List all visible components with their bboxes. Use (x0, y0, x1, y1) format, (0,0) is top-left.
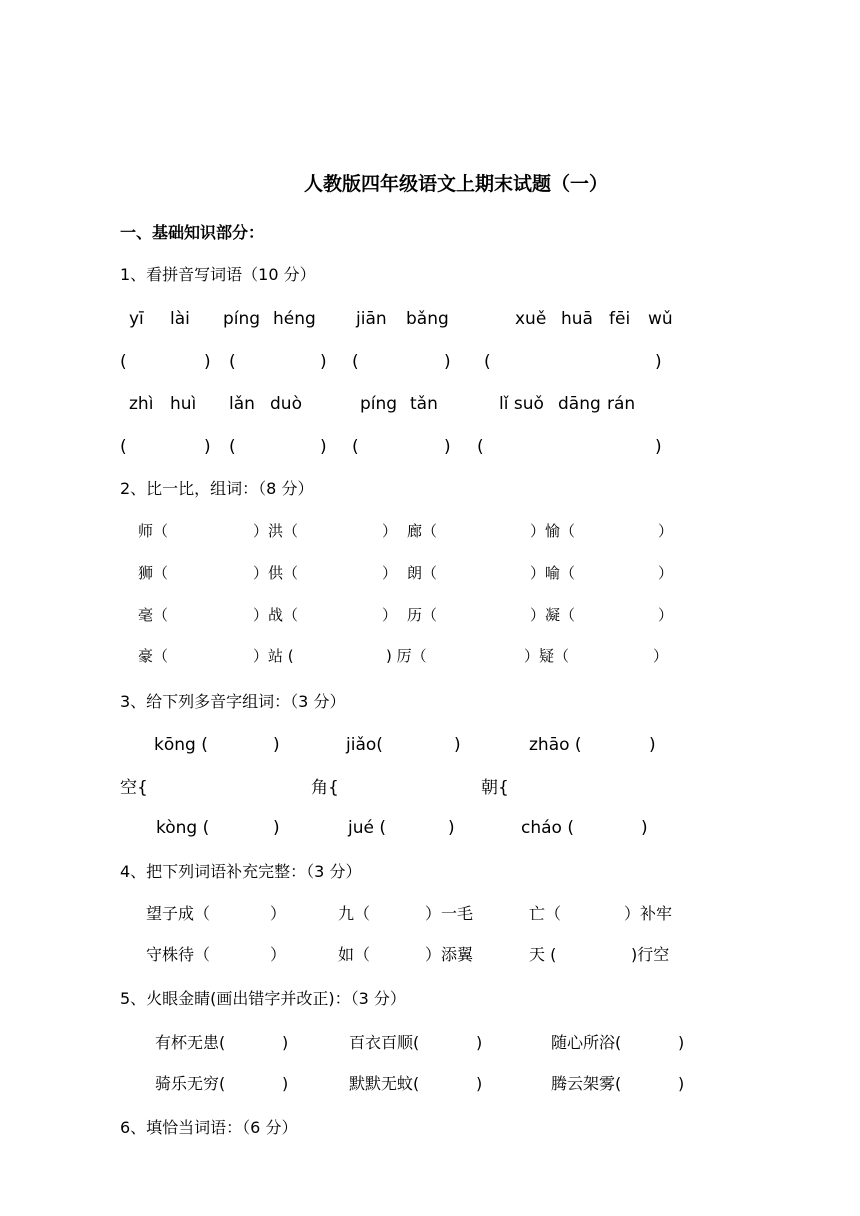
idiom-cell: ） (270, 945, 287, 964)
idiom-cell: ）添翼 (425, 945, 474, 964)
blank-close: ) (204, 437, 211, 457)
polyphone-char: 空{ (120, 778, 148, 798)
word-cell: 历（ (407, 606, 438, 624)
pinyin: héng (273, 309, 316, 329)
blank-close: ) (655, 352, 662, 372)
polyphone-item: ) (641, 818, 648, 838)
question-5-heading: 5、火眼金睛(画出错字并改正)：（3 分） (120, 989, 406, 1008)
blank-open: ( (352, 352, 359, 372)
polyphone-item: ) (454, 735, 461, 755)
word-cell: 师（ (138, 522, 169, 540)
idiom-cell: )行空 (631, 945, 670, 964)
blank-close: ) (320, 437, 327, 457)
idiom-cell: 亡（ (529, 904, 562, 923)
polyphone-char: 角{ (311, 778, 339, 798)
blank-open: ( (477, 437, 484, 457)
question-3-heading: 3、给下列多音字组词：（3 分） (120, 692, 346, 711)
word-cell: ）供（ (253, 564, 299, 582)
word-cell: ） (653, 647, 669, 665)
blank-close: ) (204, 352, 211, 372)
word-cell: ）凝（ (530, 606, 576, 624)
typo-item: ) (476, 1074, 483, 1093)
idiom-cell: 望子成（ (146, 904, 211, 923)
pinyin: fēi (609, 309, 631, 329)
idiom-cell: ）一毛 (425, 904, 474, 923)
polyphone-item: cháo ( (521, 818, 574, 838)
pinyin: wǔ (648, 309, 673, 329)
pinyin: jiān (356, 309, 387, 329)
question-6-heading: 6、填恰当词语：（6 分） (120, 1118, 298, 1137)
polyphone-char: 朝{ (481, 778, 509, 798)
idiom-cell: 守株待（ (146, 945, 211, 964)
typo-item: 有杯无患( (155, 1033, 226, 1052)
word-cell: ） (658, 606, 674, 624)
blank-close: ) (444, 352, 451, 372)
word-cell: ) 厉（ (386, 647, 427, 665)
word-cell: 狮（ (138, 564, 169, 582)
idiom-cell: 九（ (338, 904, 371, 923)
idiom-cell: 天 ( (529, 945, 557, 964)
idiom-cell: ） (270, 904, 287, 923)
question-4-heading: 4、把下列词语补充完整：（3 分） (120, 862, 362, 881)
blank-open: ( (120, 352, 127, 372)
word-cell: 豪（ (138, 647, 169, 665)
pinyin: lài (170, 309, 190, 329)
page-title: 人教版四年级语文上期末试题（一） (304, 173, 609, 195)
word-cell: ）洪（ (253, 522, 299, 540)
typo-item: ) (678, 1033, 685, 1052)
word-cell: 廊（ (407, 522, 438, 540)
polyphone-item: ) (649, 735, 656, 755)
blank-close: ) (320, 352, 327, 372)
word-cell: ）站 ( (253, 647, 294, 665)
blank-open: ( (352, 437, 359, 457)
pinyin: duò (270, 394, 302, 414)
word-cell: ） (382, 606, 398, 624)
polyphone-item: jué ( (348, 818, 386, 838)
polyphone-item: kòng ( (156, 818, 210, 838)
typo-item: ) (282, 1033, 289, 1052)
word-cell: ） (382, 564, 398, 582)
polyphone-item: jiǎo( (346, 735, 383, 755)
typo-item: 腾云架雾( (551, 1074, 622, 1093)
typo-item: 百衣百顺( (349, 1033, 420, 1052)
pinyin: huì (170, 394, 197, 414)
word-cell: ）愉（ (530, 522, 576, 540)
blank-close: ) (444, 437, 451, 457)
polyphone-item: ) (273, 735, 280, 755)
word-cell: 朗（ (407, 564, 438, 582)
typo-item: ) (678, 1074, 685, 1093)
question-1-heading: 1、看拼音写词语（10 分） (120, 265, 316, 284)
pinyin: píng (223, 309, 261, 329)
blank-close: ) (655, 437, 662, 457)
blank-open: ( (484, 352, 491, 372)
pinyin: lǎn (229, 394, 255, 414)
pinyin: tǎn (410, 394, 438, 414)
word-cell: ） (658, 522, 674, 540)
pinyin: dāng (558, 394, 601, 414)
typo-item: ) (282, 1074, 289, 1093)
word-cell: ）疑（ (524, 647, 570, 665)
pinyin: lǐ suǒ (499, 394, 544, 414)
word-cell: ）战（ (253, 606, 299, 624)
pinyin: píng (360, 394, 398, 414)
pinyin: huā (561, 309, 593, 329)
word-cell: 毫（ (138, 606, 169, 624)
typo-item: 默默无蚊( (349, 1074, 420, 1093)
polyphone-item: ) (273, 818, 280, 838)
typo-item: ) (476, 1033, 483, 1052)
word-cell: ） (382, 522, 398, 540)
polyphone-item: kōng ( (154, 735, 208, 755)
word-cell: ）喻（ (530, 564, 576, 582)
idiom-cell: 如（ (338, 945, 371, 964)
typo-item: 骑乐无穷( (155, 1074, 226, 1093)
word-cell: ） (658, 564, 674, 582)
pinyin: rán (607, 394, 636, 414)
blank-open: ( (229, 437, 236, 457)
pinyin: zhì (129, 394, 154, 414)
pinyin: bǎng (406, 309, 449, 329)
idiom-cell: ）补牢 (624, 904, 673, 923)
blank-open: ( (229, 352, 236, 372)
typo-item: 随心所浴( (551, 1033, 622, 1052)
question-2-heading: 2、比一比，组词：（8 分） (120, 479, 314, 498)
part-heading: 一、基础知识部分： (120, 223, 265, 242)
pinyin: yī (129, 309, 144, 329)
polyphone-item: zhāo ( (529, 735, 582, 755)
polyphone-item: ) (448, 818, 455, 838)
blank-open: ( (120, 437, 127, 457)
pinyin: xuě (515, 309, 547, 329)
